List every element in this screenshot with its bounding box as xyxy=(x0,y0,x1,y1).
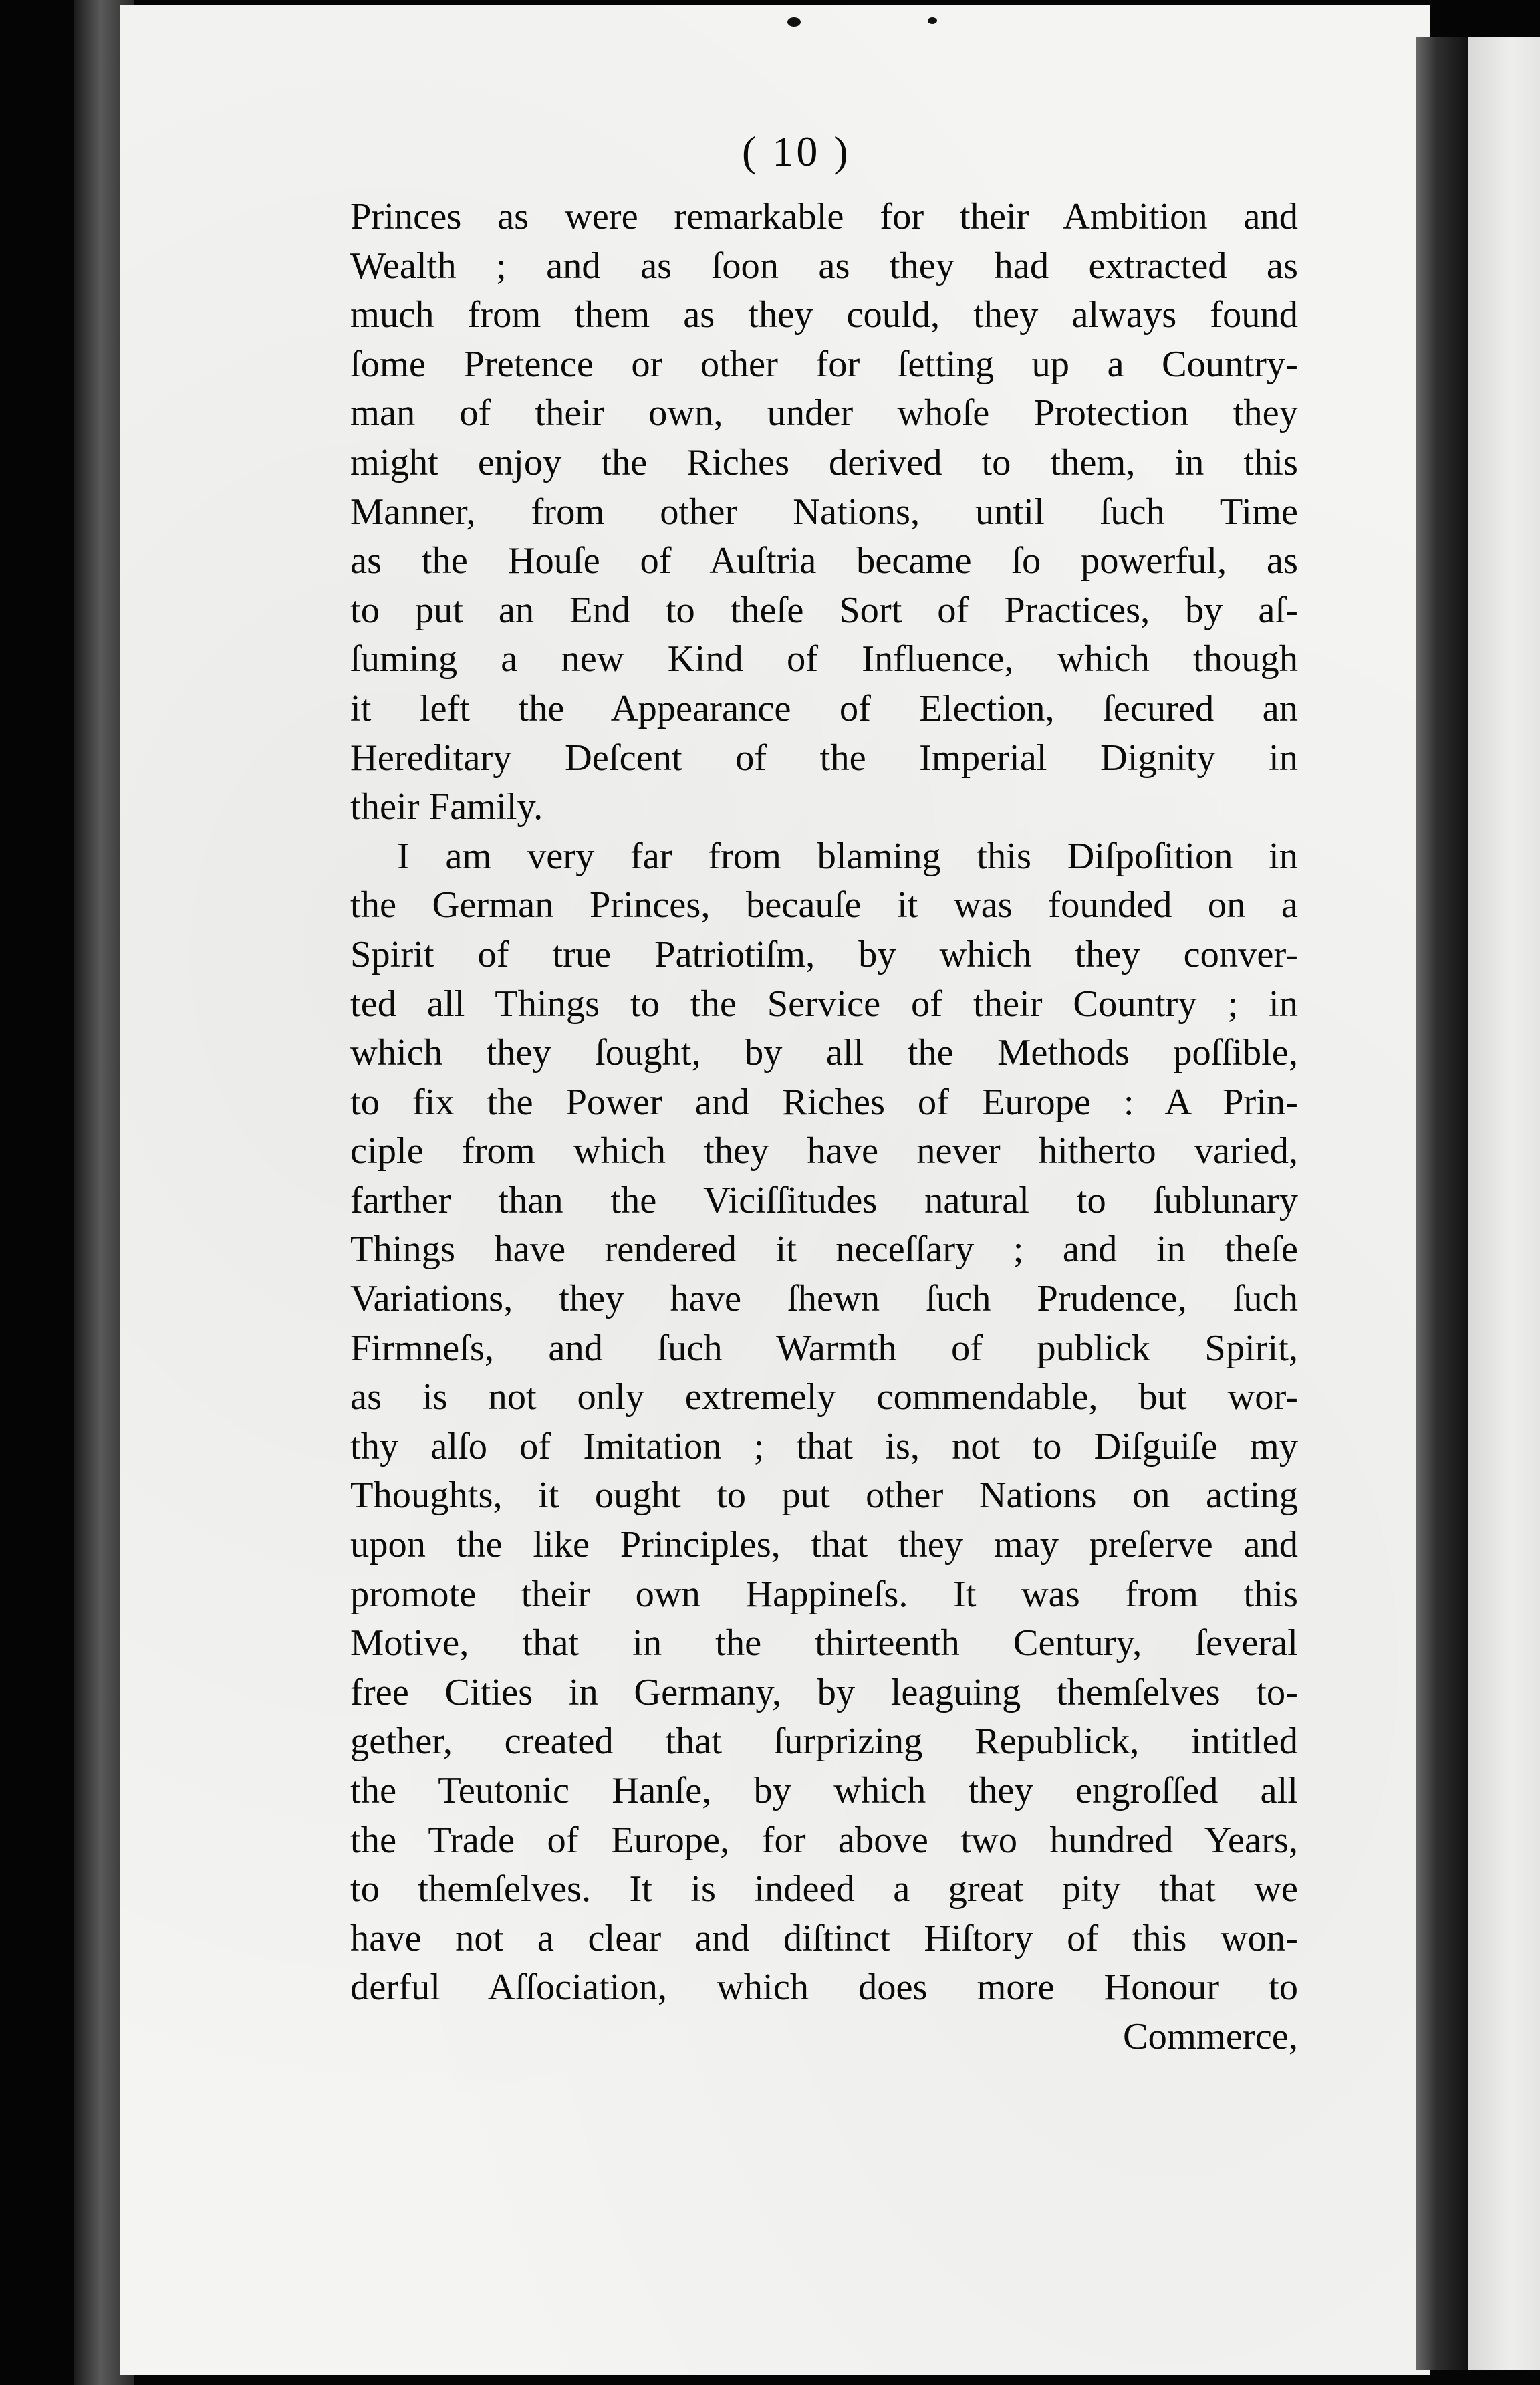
text-line: Wealth ; and as ſoon as they had extracted as xyxy=(350,245,1298,287)
text-line: Motive, that in the thirteenth Century, ſeveral xyxy=(350,1622,1298,1664)
text-line: much from them as they could, they always found xyxy=(350,294,1298,336)
text-line: I am very far from blaming this Diſpoſition in xyxy=(397,835,1298,877)
text-line: ſuming a new Kind of Influence, which though xyxy=(350,638,1298,680)
text-line: ted all Things to the Service of their Country ; in xyxy=(350,983,1298,1025)
body-text xyxy=(350,193,1298,2062)
text-line: have not a clear and diſtinct Hiſtory of this won- xyxy=(350,1917,1298,1959)
text-line: the Trade of Europe, for above two hundred Years, xyxy=(350,1819,1298,1861)
adjacent-page-edge xyxy=(1468,37,1540,2370)
text-line: as the Houſe of Auſtria became ſo powerful, as xyxy=(350,540,1298,582)
text-line: gether, created that ſurprizing Republick, intitled xyxy=(350,1721,1298,1763)
text-line: farther than the Viciſſitudes natural to ſublunary xyxy=(350,1179,1298,1221)
text-line: man of their own, under whoſe Protection they xyxy=(350,392,1298,434)
text-line: promote their own Happineſs. It was from this xyxy=(350,1573,1298,1615)
text-line: to put an End to theſe Sort of Practices, by aſ- xyxy=(350,589,1298,631)
text-line: Spirit of true Patriotiſm, by which they conver- xyxy=(350,933,1298,975)
text-line: Princes as were remarkable for their Ambition and xyxy=(350,196,1298,237)
text-line: their Family. xyxy=(350,786,543,828)
text-line: Manner, from other Nations, until ſuch Time xyxy=(350,491,1298,533)
ink-blot xyxy=(928,17,937,24)
text-line: to themſelves. It is indeed a great pity that we xyxy=(350,1868,1298,1910)
text-line: Things have rendered it neceſſary ; and in theſe xyxy=(350,1229,1298,1271)
text-line: derful Aſſociation, which does more Honour to xyxy=(350,1967,1298,2009)
ink-blot xyxy=(787,17,801,27)
text-line: to fix the Power and Riches of Europe : A Prin- xyxy=(350,1081,1298,1123)
text-line: ciple from which they have never hitherto varied, xyxy=(350,1130,1298,1172)
text-line: it left the Appearance of Election, ſecured an xyxy=(350,687,1298,729)
text-line: upon the like Principles, that they may preſerve and xyxy=(350,1524,1298,1566)
catchword: Commerce, xyxy=(1122,2015,1298,2057)
text-line: as is not only extremely commendable, but wor- xyxy=(350,1376,1298,1418)
page-number: ( 10 ) xyxy=(742,128,851,175)
text-line: Hereditary Deſcent of the Imperial Dignity in xyxy=(350,737,1298,779)
text-line: thy alſo of Imitation ; that is, not to Diſguiſe my xyxy=(350,1425,1298,1467)
text-line: which they ſought, by all the Methods poſſible, xyxy=(350,1032,1298,1074)
text-line: ſome Pretence or other for ſetting up a Country- xyxy=(350,343,1298,385)
text-line: Firmneſs, and ſuch Warmth of publick Spirit, xyxy=(350,1327,1298,1369)
text-line: the German Princes, becauſe it was founded on a xyxy=(350,884,1298,926)
book-gutter xyxy=(1416,37,1468,2370)
text-line: might enjoy the Riches derived to them, in this xyxy=(350,441,1298,483)
text-line: free Cities in Germany, by leaguing themſelves to- xyxy=(350,1671,1298,1713)
text-line: the Teutonic Hanſe, by which they engroſſed all xyxy=(350,1770,1298,1811)
text-line: Variations, they have ſhewn ſuch Prudence, ſuch xyxy=(350,1278,1298,1320)
text-line: Thoughts, it ought to put other Nations on acting xyxy=(350,1475,1298,1517)
